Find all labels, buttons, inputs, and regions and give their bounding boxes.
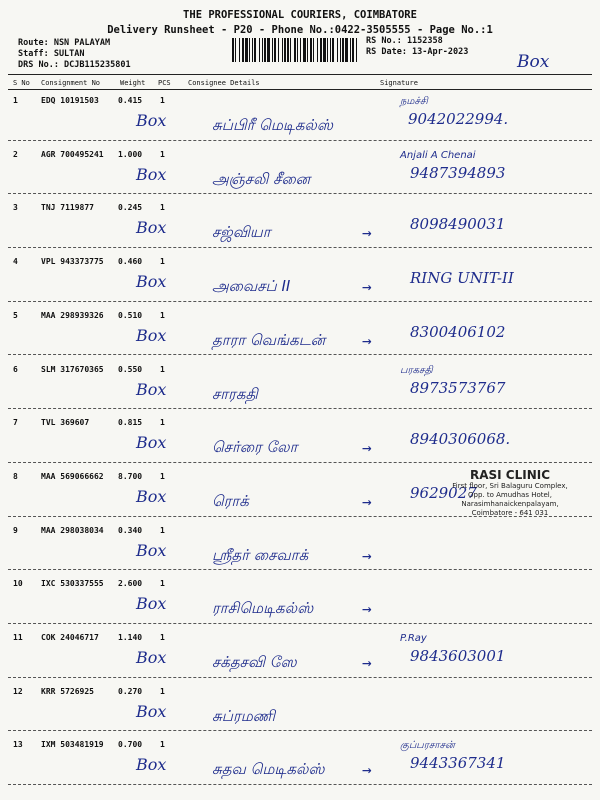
barcode-bar xyxy=(340,38,341,62)
row-consignee-handwritten: சாரகதி xyxy=(212,384,258,403)
row-weight: 0.815 xyxy=(118,418,143,428)
barcode-bar xyxy=(287,38,289,62)
rs-date: RS Date: 13-Apr-2023 xyxy=(366,47,469,57)
row-consignee-handwritten: ரொக் xyxy=(212,491,249,510)
row-box-handwritten: Box xyxy=(136,486,167,506)
barcode-bar xyxy=(249,38,250,62)
staff-label: Staff: SULTAN xyxy=(18,49,85,59)
row-pcs: 1 xyxy=(160,203,165,213)
row-sno: 12 xyxy=(13,686,23,696)
row-box-handwritten: Box xyxy=(136,433,167,453)
barcode-bar xyxy=(282,38,283,62)
table-row xyxy=(0,687,600,745)
row-sno: 6 xyxy=(13,364,18,374)
row-sno: 4 xyxy=(13,257,18,267)
row-consignment: TVL 369607 xyxy=(41,418,90,428)
row-consignee-handwritten: அஞ்சலி சீனை xyxy=(212,169,311,188)
row-consignment: MAA 298939326 xyxy=(41,310,104,320)
barcode-bar xyxy=(294,38,296,62)
arrow-mark: → xyxy=(362,277,372,297)
row-sno: 5 xyxy=(13,310,18,320)
row-consignment: AGR 700495241 xyxy=(41,149,104,159)
barcode-bar xyxy=(337,38,338,62)
arrow-mark: → xyxy=(362,438,372,458)
stamp-line4: Coimbatore - 641 031 xyxy=(471,509,549,517)
barcode-bar xyxy=(310,38,312,62)
row-weight: 0.700 xyxy=(118,740,143,750)
arrow-mark: → xyxy=(362,330,372,350)
row-weight: 8.700 xyxy=(118,471,143,481)
row-box-handwritten: Box xyxy=(136,218,167,238)
barcode-bar xyxy=(352,38,354,62)
barcode-bar xyxy=(264,38,266,62)
row-consignee-handwritten: செர்ரை லோ xyxy=(212,438,298,457)
row-box-handwritten: Box xyxy=(136,594,167,614)
row-box-handwritten: Box xyxy=(136,272,167,292)
row-signature-handwritten: 8940306068. xyxy=(410,430,511,449)
row-signature-handwritten: 9042022994. xyxy=(408,110,509,128)
table-row xyxy=(0,311,600,369)
barcode-bar xyxy=(252,38,253,62)
table-row xyxy=(0,740,600,798)
barcode-bar xyxy=(342,38,344,62)
row-signature-handwritten: 9443367341 xyxy=(410,754,506,773)
row-box-handwritten: Box xyxy=(136,648,167,667)
barcode-bar xyxy=(303,38,306,62)
row-pcs: 1 xyxy=(160,740,165,750)
row-consignment: IXM 503481919 xyxy=(41,740,104,750)
barcode-bar xyxy=(332,38,334,62)
barcode xyxy=(232,38,360,62)
row-consignee-handwritten: ஸ்ரீதர் சைவாக் xyxy=(212,545,309,564)
barcode-bar xyxy=(267,38,270,62)
row-signature-handwritten: 9487394893 xyxy=(410,163,506,182)
row-box-handwritten: Box xyxy=(136,379,167,399)
barcode-bar xyxy=(345,38,348,62)
table-row xyxy=(0,96,600,154)
row-pcs: 1 xyxy=(160,579,165,589)
row-box-handwritten: Box xyxy=(136,164,167,184)
row-consignment: KRR 5726925 xyxy=(41,686,94,696)
box-note: Box xyxy=(517,52,550,72)
row-box-handwritten: Box xyxy=(136,111,167,130)
row-consignee-handwritten: சுதவ மெடிகல்ஸ் xyxy=(212,760,325,779)
row-sno: 7 xyxy=(13,418,18,428)
arrow-mark: → xyxy=(362,223,372,243)
row-signature-handwritten: 8300406102 xyxy=(410,322,506,341)
route-label: Route: NSN PALAYAM xyxy=(18,38,111,48)
barcode-bar xyxy=(235,38,236,62)
barcode-bar xyxy=(242,38,244,62)
barcode-bar xyxy=(245,38,248,62)
barcode-bar xyxy=(327,38,328,62)
row-divider xyxy=(8,140,592,141)
row-consignment: VPL 943373775 xyxy=(41,257,104,267)
row-divider xyxy=(8,462,592,463)
row-sno: 1 xyxy=(13,96,18,105)
barcode-bar xyxy=(274,38,276,62)
stamp-line3: Narasimhanaickenpalayam, xyxy=(461,500,559,508)
row-weight: 1.140 xyxy=(118,633,143,642)
col-pcs: PCS xyxy=(158,79,171,87)
barcode-bar xyxy=(323,38,326,62)
col-sno: S No xyxy=(13,79,30,87)
table-row xyxy=(0,203,600,261)
col-consignee: Consignee Details xyxy=(188,79,260,87)
row-sno: 11 xyxy=(13,633,23,642)
row-pcs: 1 xyxy=(160,686,165,696)
row-consignee-handwritten: அவைசப் II xyxy=(212,277,291,296)
drs-number: DRS No.: DCJB115235801 xyxy=(18,60,131,70)
row-signature-note: Anjali A Chenai xyxy=(400,149,476,161)
rs-number: RS No.: 1152358 xyxy=(366,36,443,46)
row-signature-note: நமச்சி xyxy=(400,96,428,107)
col-signature: Signature xyxy=(380,79,418,87)
row-pcs: 1 xyxy=(160,310,165,320)
row-signature-handwritten: 8098490031 xyxy=(410,215,506,234)
row-divider xyxy=(8,784,592,785)
row-signature-handwritten: 8973573767 xyxy=(410,378,506,397)
arrow-mark: → xyxy=(362,653,372,672)
row-pcs: 1 xyxy=(160,525,165,535)
barcode-bar xyxy=(284,38,286,62)
row-weight: 0.460 xyxy=(118,257,143,267)
row-weight: 0.340 xyxy=(118,525,143,535)
row-sno: 10 xyxy=(13,579,23,589)
row-pcs: 1 xyxy=(160,471,165,481)
row-consignee-handwritten: சக்தசவி ஸே xyxy=(212,653,297,671)
stamp-line2: Opp. to Amudhas Hotel, xyxy=(468,491,552,499)
col-weight: Weight xyxy=(120,79,146,87)
row-divider xyxy=(8,354,592,355)
row-consignment: TNJ 7119877 xyxy=(41,203,94,213)
row-pcs: 1 xyxy=(160,149,165,159)
row-signature-handwritten: 9843603001 xyxy=(410,647,506,665)
row-signature-note: குப்பரசாசன் xyxy=(400,740,455,752)
row-signature-note: பரகசதி xyxy=(400,364,433,376)
row-weight: 0.415 xyxy=(118,96,143,105)
row-weight: 0.550 xyxy=(118,364,143,374)
row-divider xyxy=(8,623,592,624)
row-divider xyxy=(8,677,592,678)
row-consignee-handwritten: ராசிமெடிகல்ஸ் xyxy=(212,599,314,618)
row-pcs: 1 xyxy=(160,364,165,374)
row-box-handwritten: Box xyxy=(136,701,167,721)
row-weight: 0.245 xyxy=(118,203,143,213)
row-divider xyxy=(8,193,592,194)
row-pcs: 1 xyxy=(160,257,165,267)
barcode-bar xyxy=(239,38,240,62)
barcode-bar xyxy=(272,38,273,62)
barcode-bar xyxy=(254,38,256,62)
row-signature-handwritten: RING UNIT-II xyxy=(410,269,514,288)
barcode-bar xyxy=(262,38,263,62)
row-sno: 3 xyxy=(13,203,18,213)
table-row xyxy=(0,150,600,208)
row-divider xyxy=(8,730,592,731)
barcode-bar xyxy=(330,38,331,62)
row-divider xyxy=(8,247,592,248)
row-consignee-handwritten: சுப்பிரீ மெடிகல்ஸ் xyxy=(212,116,333,134)
row-pcs: 1 xyxy=(160,633,165,642)
row-divider xyxy=(8,569,592,570)
stamp-name: RASI CLINIC xyxy=(469,468,551,482)
row-signature-handwritten: 9629027 xyxy=(410,483,477,502)
row-box-handwritten: Box xyxy=(136,325,167,345)
row-consignee-handwritten: சஜ்வியா xyxy=(212,223,271,242)
row-consignment: EDQ 10191503 xyxy=(41,96,99,105)
row-weight: 2.600 xyxy=(118,579,143,589)
row-box-handwritten: Box xyxy=(136,755,167,775)
row-box-handwritten: Box xyxy=(136,540,167,560)
barcode-bar xyxy=(278,38,279,62)
header-rule-bottom xyxy=(8,89,592,90)
row-pcs: 1 xyxy=(160,418,165,428)
arrow-mark: → xyxy=(362,599,372,619)
arrow-mark: → xyxy=(362,491,372,511)
runsheet-title: Delivery Runsheet - P20 - Phone No.:0422-3505555 - Page No.:1 xyxy=(107,24,493,36)
stamp-line1: First floor, Sri Balaguru Complex, xyxy=(452,482,568,490)
table-row xyxy=(0,257,600,315)
table-row xyxy=(0,526,600,584)
barcode-bar xyxy=(300,38,301,62)
barcode-bar xyxy=(320,38,322,62)
row-weight: 1.000 xyxy=(118,149,143,159)
row-consignment: MAA 569066662 xyxy=(41,471,104,481)
barcode-bar xyxy=(350,38,351,62)
table-row xyxy=(0,633,600,691)
barcode-bar xyxy=(313,38,314,62)
col-consignment: Consignment No xyxy=(41,79,101,87)
table-row xyxy=(0,579,600,637)
header-rule xyxy=(8,74,592,75)
arrow-mark: → xyxy=(362,545,372,565)
barcode-bar xyxy=(317,38,318,62)
row-consignment: COK 24046717 xyxy=(41,633,99,642)
row-sno: 9 xyxy=(13,525,18,535)
row-signature-note: P.Ray xyxy=(400,633,427,644)
row-sno: 8 xyxy=(13,471,18,481)
row-consignment: MAA 298038034 xyxy=(41,525,104,535)
barcode-bar xyxy=(259,38,260,62)
barcode-bar xyxy=(290,38,291,62)
row-weight: 0.270 xyxy=(118,686,143,696)
row-consignee-handwritten: தாரா வெங்கடன் xyxy=(212,330,326,349)
table-row xyxy=(0,365,600,423)
barcode-bar xyxy=(232,38,234,62)
barcode-bar xyxy=(307,38,308,62)
row-divider xyxy=(8,408,592,409)
barcode-bar xyxy=(356,38,357,62)
row-sno: 13 xyxy=(13,740,23,750)
company-title: THE PROFESSIONAL COURIERS, COIMBATORE xyxy=(183,9,417,21)
rasi-clinic-stamp xyxy=(430,468,590,518)
row-divider xyxy=(8,301,592,302)
row-consignee-handwritten: சுப்ரமணி xyxy=(212,706,276,725)
row-weight: 0.510 xyxy=(118,310,143,320)
row-sno: 2 xyxy=(13,149,18,159)
barcode-bar xyxy=(297,38,298,62)
row-consignment: IXC 530337555 xyxy=(41,579,104,589)
row-consignment: SLM 317670365 xyxy=(41,364,104,374)
row-pcs: 1 xyxy=(160,96,165,105)
arrow-mark: → xyxy=(362,760,372,780)
